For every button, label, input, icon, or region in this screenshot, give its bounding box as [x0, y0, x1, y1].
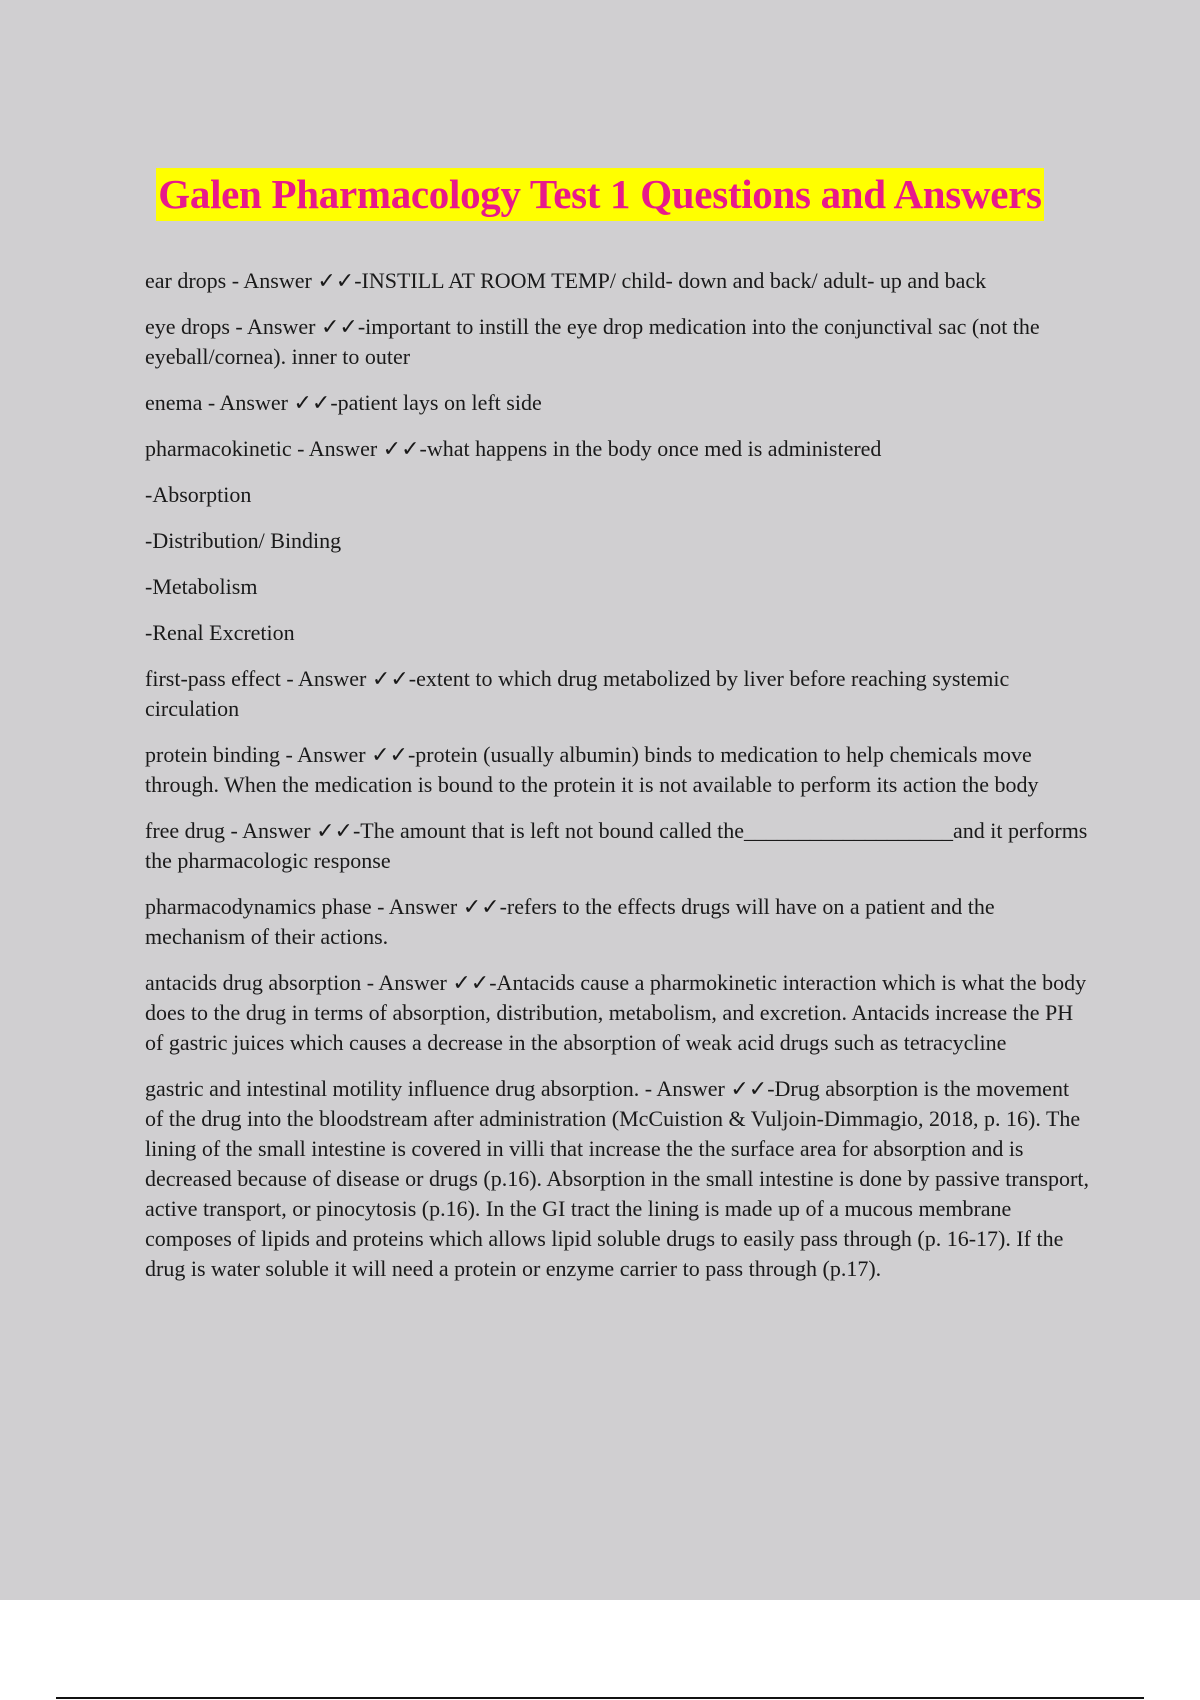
answer-label: Answer [247, 314, 316, 339]
qa-item [145, 312, 1090, 372]
qa-separator: - [361, 970, 379, 995]
list-item: -Absorption [145, 482, 252, 507]
qa-separator: - [280, 666, 298, 691]
qa-item [145, 1074, 1090, 1284]
answer-label: Answer [297, 742, 366, 767]
qa-item [145, 968, 1090, 1058]
double-check-icon: ✓✓ [371, 742, 408, 767]
qa-term: free drug [145, 818, 226, 843]
qa-answer: -Antacids cause a pharmokinetic interaction which is what the body does to the drug in terms of absorption, distribution, metabolism, and excretion. Antacids increase the PH of gastric juices which causes a decrease in the absorption of weak acid drugs such as tetracycline [145, 970, 1087, 1055]
answer-label: Answer [656, 1076, 725, 1101]
phase-list [145, 480, 1090, 648]
qa-answer: -what happens in the body once med is administered [419, 436, 882, 461]
qa-separator: - [291, 436, 309, 461]
qa-group-1 [145, 266, 1090, 464]
document-body [145, 266, 1090, 1300]
double-check-icon: ✓✓ [730, 1076, 768, 1101]
qa-answer: -refers to the effects drugs will have on a patient and the mechanism of their actions. [145, 894, 995, 949]
qa-separator: - [280, 742, 298, 767]
answer-label: Answer [243, 268, 312, 293]
qa-separator: - [202, 390, 220, 415]
double-check-icon: ✓✓ [320, 314, 358, 339]
qa-term: first-pass effect [145, 666, 281, 691]
qa-answer: -The amount that is left not bound called the___________________and it performs the pharmacologic response [145, 818, 1088, 873]
double-check-icon: ✓✓ [371, 666, 409, 691]
double-check-icon: ✓✓ [462, 894, 500, 919]
list-item: -Distribution/ Binding [145, 528, 342, 553]
qa-separator: - [229, 314, 248, 339]
qa-term: eye drops [145, 314, 230, 339]
double-check-icon: ✓✓ [317, 268, 355, 293]
double-check-icon: ✓✓ [382, 436, 420, 461]
qa-answer: -extent to which drug metabolized by liver before reaching systemic circulation [145, 666, 1010, 721]
qa-term: gastric and intestinal motility influence drug absorption. [145, 1076, 640, 1101]
answer-label: Answer [242, 818, 311, 843]
document-title: Galen Pharmacology Test 1 Questions and Answers [156, 168, 1043, 221]
qa-term: ear drops [145, 268, 227, 293]
answer-label: Answer [219, 390, 288, 415]
double-check-icon: ✓✓ [316, 818, 353, 843]
qa-separator: - [371, 894, 389, 919]
qa-term: protein binding [145, 742, 281, 767]
qa-separator: - [639, 1076, 657, 1101]
qa-term: pharmacokinetic [145, 436, 292, 461]
qa-item [145, 892, 1090, 952]
qa-term: enema [145, 390, 203, 415]
qa-group-2 [145, 664, 1090, 1284]
answer-label: Answer [378, 970, 447, 995]
title-wrapper [0, 168, 1200, 221]
bottom-divider [56, 1697, 1144, 1699]
qa-item [145, 434, 1090, 464]
qa-answer: -protein (usually albumin) binds to medication to help chemicals move through. When the medication is bound to the protein it is not available to perform its action the body [145, 742, 1039, 797]
qa-item [145, 388, 1090, 418]
qa-item [145, 816, 1090, 876]
qa-answer: -Drug absorption is the movement of the drug into the bloodstream after administration (McCuistion & Vuljoin-Dimmagio, 2018, p. 16). The lining of the small intestine is covered in villi that increase the the surface area for absorption and is decreased because of disease or drugs (p.16). Absorption in the small intestine is done by passive transport, active transport, or pinocytosis (p.16). In the GI tract the lining is made up of a mucous membrane composes of lipids and proteins which allows lipid soluble drugs to easily pass through (p. 16-17). If the drug is water soluble it will need a protein or enzyme carrier to pass through (p.17). [145, 1076, 1089, 1281]
qa-item [145, 740, 1090, 800]
qa-separator: - [225, 818, 243, 843]
qa-answer: -important to instill the eye drop medication into the conjunctival sac (not the eyeball/cornea). inner to outer [145, 314, 1040, 369]
qa-item [145, 266, 1090, 296]
double-check-icon: ✓✓ [293, 390, 331, 415]
answer-label: Answer [308, 436, 378, 461]
qa-item [145, 664, 1090, 724]
qa-answer: -INSTILL AT ROOM TEMP/ child- down and back/ adult- up and back [354, 268, 987, 293]
answer-label: Answer [297, 666, 367, 691]
qa-separator: - [226, 268, 244, 293]
answer-label: Answer [388, 894, 458, 919]
double-check-icon: ✓✓ [452, 970, 490, 995]
list-item: -Metabolism [145, 574, 258, 599]
qa-term: antacids drug absorption [145, 970, 362, 995]
qa-term: pharmacodynamics phase [145, 894, 372, 919]
list-item: -Renal Excretion [145, 620, 295, 645]
qa-answer: -patient lays on left side [330, 390, 542, 415]
